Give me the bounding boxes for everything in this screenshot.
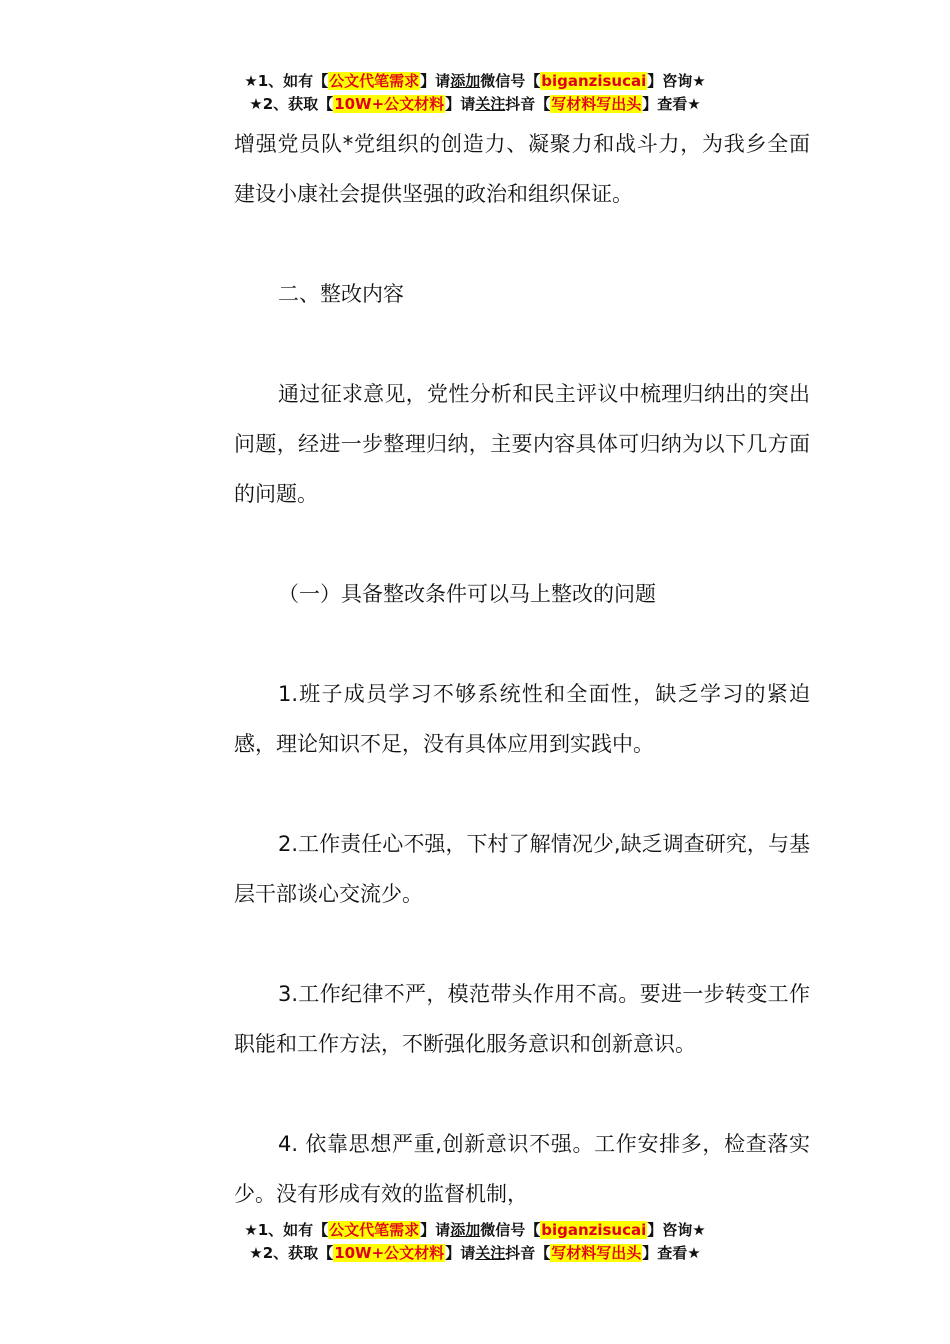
banner-text: 微信号【 [480,1221,541,1239]
list-item-1: 1.班子成员学习不够系统性和全面性，缺乏学习的紧迫感，理论知识不足，没有具体应用到实践中。 [234,682,810,756]
banner-text: 】查看★ [642,95,701,113]
banner-text: 】请 [445,1244,476,1262]
blank-line [234,1069,810,1119]
footer-banner [0,1219,950,1265]
banner-text: 】咨询★ [647,72,706,90]
banner-emphasis: 添加 [450,72,481,90]
highlight-service: 公文代笔需求 [329,1221,420,1239]
banner-line-2 [0,93,950,116]
banner-emphasis: 关注 [475,95,506,113]
list-item-4: 4. 依靠思想严重,创新意识不强。工作安排多，检查落实少。没有形成有效的监督机制， [234,1132,810,1206]
list-item-3: 3.工作纪律不严，模范带头作用不高。要进一步转变工作职能和工作方法，不断强化服务意识和创新意识。 [234,982,810,1056]
banner-text: 】请 [420,1221,451,1239]
list-item-2: 2.工作责任心不强，下村了解情况少,缺乏调查研究，与基层干部谈心交流少。 [234,832,810,906]
blank-line [234,219,810,269]
banner-line-1 [0,70,950,93]
blank-line [234,519,810,569]
banner-text: 抖音【 [505,95,551,113]
subsection-heading: （一）具备整改条件可以马上整改的问题 [278,582,656,606]
blank-line [234,919,810,969]
banner-text: ★1、如有【 [244,72,329,90]
paragraph-intro: 增强党员队*党组织的创造力、凝聚力和战斗力，为我乡全面建设小康社会提供坚强的政治和组织保证。 [234,132,810,206]
highlight-materials: 10W+公文材料 [334,95,445,113]
highlight-wechat-id: biganzisucai [541,72,647,90]
highlight-service: 公文代笔需求 [329,72,420,90]
banner-emphasis: 添加 [450,1221,481,1239]
banner-text: 】请 [420,72,451,90]
banner-text: 】请 [445,95,476,113]
blank-line [234,769,810,819]
banner-emphasis: 关注 [475,1244,506,1262]
banner-line-1 [0,1219,950,1242]
banner-text: ★1、如有【 [244,1221,329,1239]
banner-text: 】咨询★ [647,1221,706,1239]
header-banner [0,70,950,116]
banner-text: ★2、获取【 [249,95,334,113]
highlight-douyin-id: 写材料写出头 [551,1244,642,1262]
blank-line [234,319,810,369]
section-heading: 二、整改内容 [278,282,404,306]
banner-text: 微信号【 [480,72,541,90]
banner-text: 】查看★ [642,1244,701,1262]
document-body [234,119,810,1219]
highlight-wechat-id: biganzisucai [541,1221,647,1239]
blank-line [234,619,810,669]
highlight-materials: 10W+公文材料 [334,1244,445,1262]
banner-text: 抖音【 [505,1244,551,1262]
banner-line-2 [0,1242,950,1265]
banner-text: ★2、获取【 [249,1244,334,1262]
highlight-douyin-id: 写材料写出头 [551,95,642,113]
paragraph-summary: 通过征求意见，党性分析和民主评议中梳理归纳出的突出问题，经进一步整理归纳，主要内容具体可归纳为以下几方面的问题。 [234,382,810,506]
